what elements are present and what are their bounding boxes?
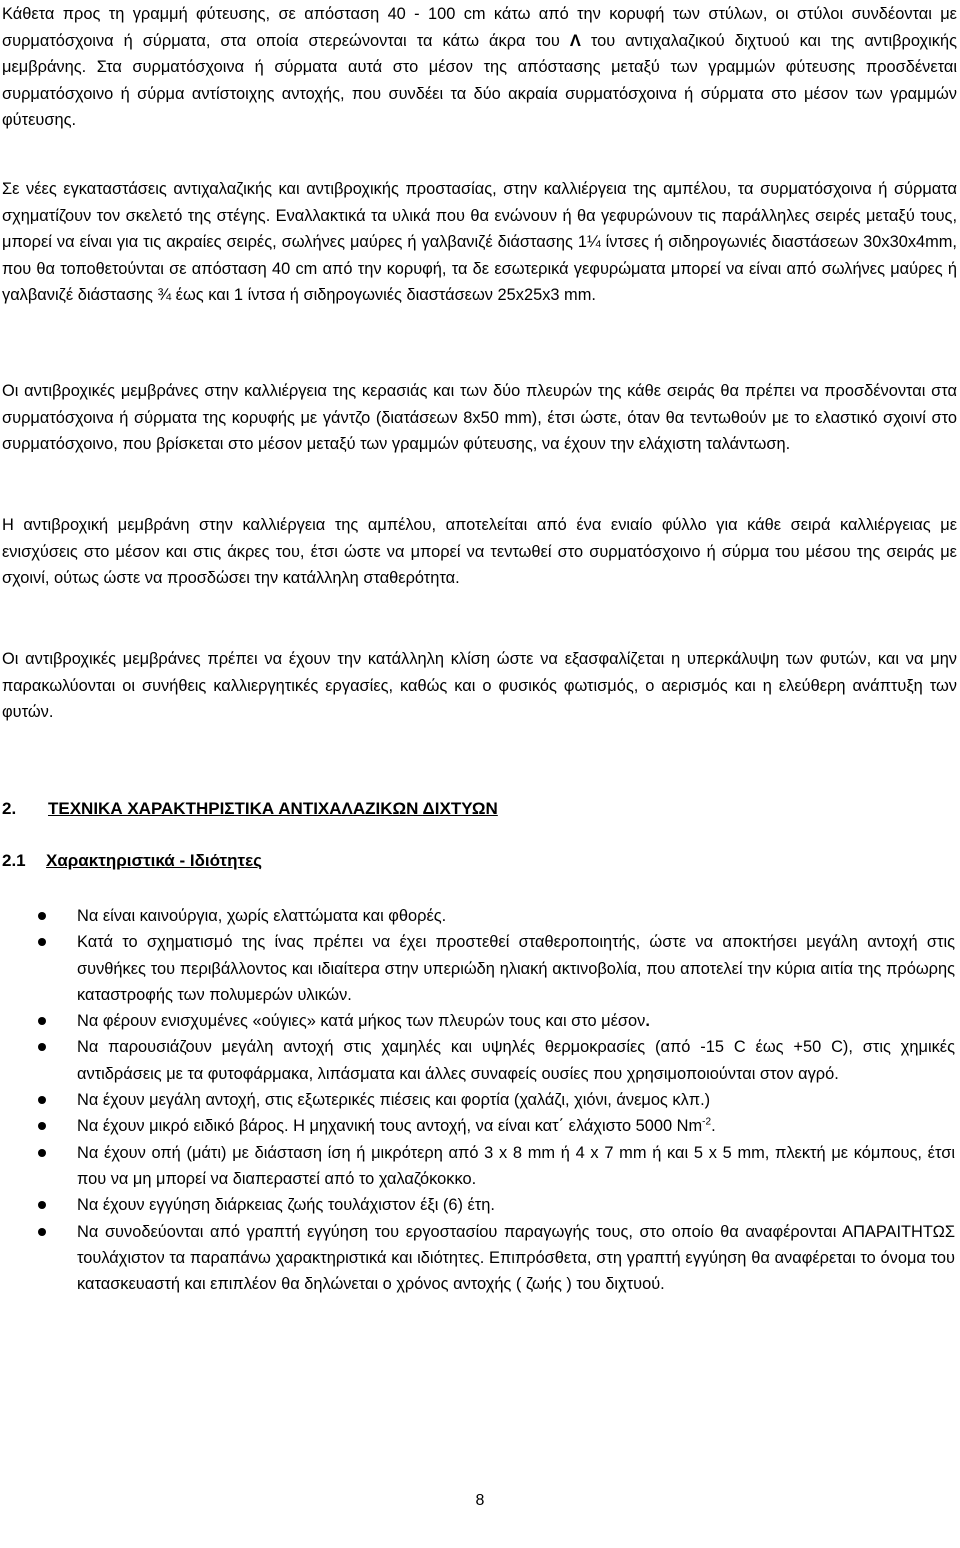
list-item [0,1140,955,1193]
bullet-icon [38,1201,46,1209]
list-item [0,903,955,929]
list-item-text: Να έχουν εγγύηση διάρκειας ζωής τουλάχιστον έξι (6) έτη. [77,1196,495,1215]
list-item [0,1219,955,1298]
list-item-text-end: . [711,1117,716,1136]
section-heading [2,798,498,820]
list-item [0,1087,955,1113]
list-item [0,1113,955,1139]
bullet-icon [38,1096,46,1104]
paragraph-wire-attachment [2,1,957,134]
paragraph-cherry-membranes: Οι αντιβροχικές μεμβράνες στην καλλιέργεια της κερασιάς και των δύο πλευρών της κάθε σειράς θα πρέπει να προσδένονται στα συρματόσχοινα ή σύρματα της κορυφής με γάντζο (διατάσεων 8x50 mm), έτσι ώστε, όταν θα τεντωθούν με το ελαστικό σχοινί στο συρματόσχοινο, που βρίσκεται στο μέσον μεταξύ των γραμμών φύτευσης, να έχουν την ελάχιστη ταλάντωση. [2,382,957,453]
section-title: ΤΕΧΝΙΚΑ ΧΑΡΑΚΤΗΡΙΣΤΙΚΑ ΑΝΤΙΧΑΛΑΖΙΚΩΝ ΔΙΧΤΥΩΝ [48,799,498,818]
list-item [0,1008,955,1034]
list-item-text: Να έχουν οπή (μάτι) με διάσταση ίση ή μικρότερη από 3 x 8 mm ή 4 x 7 mm ή και 5 x 5 mm, πλεκτή με κόμπους, έτσι που να μη μπορεί να διαπεραστεί από το χαλαζόκοκκο. [77,1143,955,1188]
superscript-exponent: -2 [702,1116,712,1128]
section-number: 2. [2,799,17,818]
paragraph-vineyard-installations: Σε νέες εγκαταστάσεις αντιχαλαζικής και αντιβροχικής προστασίας, στην καλλιέργεια της αμπέλου, τα συρματόσχοινα ή σύρματα σχηματίζουν τον σκελετό της στέγης. Εναλλακτικά τα υλικά που θα ενώνουν ή θα γεφυρώνουν τις παράλληλες σειρές μεταξύ τους, μπορεί να είναι για τις ακραίες σειρές, σωλήνες μαύρες ή γαλβανιζέ διάστασης 1¼ ίντσες ή σιδηρογωνιές διαστάσεων 30x30x4mm, που θα τοποθετούνται σε απόσταση 40 cm από την κορυφή, τα δε εσωτερικά γεφυρώματα μπορεί να είναι από σωλήνες μαύρες ή γαλβανιζέ διάστασης ¾ έως και 1 ίντσα ή σιδηρογωνιές διαστάσεων 25x25x3 mm. [2,180,957,304]
list-item [0,1192,955,1218]
bullet-icon [38,1017,46,1025]
list-item-text: Να έχουν μικρό ειδικό βάρος. Η μηχανική τους αντοχή, να είναι κατ΄ ελάχιστο 5000 Nm [77,1117,703,1136]
list-item-text: Να συνοδεύονται από γραπτή εγγύηση του εργοστασίου παραγωγής τους, στο οποίο θα αναφέρονται ΑΠΑΡΑΙΤΗΤΩΣ τουλάχιστον τα παραπάνω χαρακτηριστικά και ιδιότητες. Επιπρόσθετα, στη γραπτή εγγύηση θα αναφέρεται το όνομα του κατασκευαστή και επιπλέον θα δηλώνεται ο χρόνος αντοχής ( ζωής ) του διχτυού. [77,1222,955,1294]
paragraph-vineyard-membrane: Η αντιβροχική μεμβράνη στην καλλιέργεια της αμπέλου, αποτελείται από ένα ενιαίο φύλλο για κάθε σειρά καλλιέργειας με ενισχύσεις στο μέσον και στις άκρες του, έτσι ώστε να μπορεί να τεντωθεί στο συρματόσχοινο ή σύρμα του μέσου της σειράς με σχοινί, ούτως ώστε να προσδώσει την κατάλληλη σταθερότητα. [2,516,957,587]
paragraph-membrane-slope: Οι αντιβροχικές μεμβράνες πρέπει να έχουν την κατάλληλη κλίση ώστε να εξασφαλίζεται η υπερκάλυψη των φυτών, και να μην παρακωλύονται οι συνήθεις καλλιεργητικές εργασίες, καθώς και ο φυσικός φωτισμός, ο αερισμός και η ελεύθερη ανάπτυξη των φυτών. [2,650,957,721]
paragraph-text: Κάθετα προς τη γραμμή φύτευσης, σε απόσταση 40 - 100 cm κάτω από την κορυφή των στύλων, οι στύλοι συνδέονται με συρματόσχοινα ή σύρματα, στα οποία στερεώνονται τα κάτω άκρα του [2,5,957,50]
bullet-icon [38,1122,46,1130]
list-item [0,1034,955,1087]
subsection-title: Χαρακτηριστικά - Ιδιότητες [46,851,262,870]
paragraph-text: του αντιχαλαζικού διχτυού και της αντιβροχικής μεμβράνης. Στα συρματόσχοινα ή σύρματα αυτά στο μέσον της απόστασης μεταξύ των γραμμών φύτευσης προσδένεται συρματόσχοινο ή σύρμα αντίστοιχης αντοχής, που συνδέει τα δύο ακραία συρματόσχοινα ή σύρματα στο μέσον των γραμμών φύτευσης. [2,31,957,129]
list-item-text: Να έχουν μεγάλη αντοχή, στις εξωτερικές πιέσεις και φορτία (χαλάζι, χιόνι, άνεμος κλπ.) [77,1091,711,1110]
list-item [0,929,955,1008]
page-number: 8 [475,1492,485,1509]
bullet-icon [38,938,46,946]
lambda-letter: Λ [569,31,581,50]
subsection-number: 2.1 [2,851,26,870]
list-item-text-end: . [645,1012,650,1031]
bullet-icon [38,1043,46,1051]
bullet-icon [38,1149,46,1157]
bullet-icon [38,912,46,920]
list-item-text: Να παρουσιάζουν μεγάλη αντοχή στις χαμηλές και υψηλές θερμοκρασίες (από -15 C έως +50 C), στις χημικές αντιδράσεις με τα φυτοφάρμακα, λιπάσματα και άλλες συναφείς ουσίες που χρησιμοποιούνται στον αγρό. [77,1038,955,1083]
bullet-icon [38,1228,46,1236]
list-item-text: Να είναι καινούργια, χωρίς ελαττώματα και φθορές. [77,907,447,925]
list-item-text: Κατά το σχηματισμό της ίνας πρέπει να έχει προστεθεί σταθεροποιητής, ώστε να αποκτήσει μεγάλη αντοχή στις συνθήκες του περιβάλλοντος και ιδιαίτερα στην υπεριώδη ηλιακή ακτινοβολία, που αποτελεί την κύρια αιτία της πρόωρης καταστροφής των πολυμερών υλικών. [77,933,955,1004]
subsection-heading [2,850,262,872]
properties-list [0,903,960,1297]
list-item-text: Να φέρουν ενισχυμένες «ούγιες» κατά μήκος των πλευρών τους και στο μέσον [77,1012,646,1031]
